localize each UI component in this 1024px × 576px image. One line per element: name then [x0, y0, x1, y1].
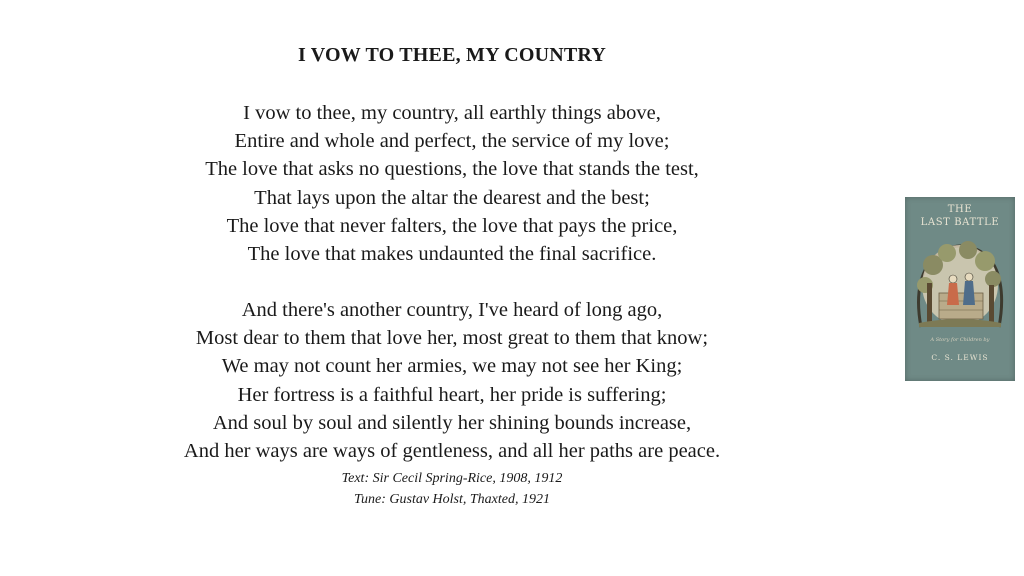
- book-title-line: THE: [947, 204, 973, 215]
- book-cover-image: [905, 197, 1015, 381]
- verse-line: I vow to thee, my country, all earthly things above,: [243, 102, 661, 124]
- verse-line: The love that never falters, the love that pays the price,: [226, 214, 678, 237]
- tune-credit: Tune: Gustav Holst, Thaxted, 1921: [354, 492, 550, 507]
- verse-line: We may not count her armies, we may not see her King;: [221, 355, 683, 378]
- text-credit: Text: Sir Cecil Spring-Rice, 1908, 1912: [341, 471, 563, 486]
- verse-1: [60, 99, 844, 268]
- verse-line: Her fortress is a faithful heart, her pride is suffering;: [237, 383, 667, 406]
- verse-line: And her ways are ways of gentleness, and all her paths are peace.: [183, 440, 721, 463]
- book-subtitle: A Story for Children by: [930, 337, 990, 343]
- book-cover-illustration: [913, 235, 1007, 331]
- verse-line: Entire and whole and perfect, the service of my love;: [234, 130, 670, 153]
- verse-2: [60, 296, 844, 465]
- verse-line: The love that asks no questions, the love that stands the test,: [205, 158, 699, 181]
- verse-line: And soul by soul and silently her shining bounds increase,: [212, 411, 692, 434]
- book-title: [905, 203, 1015, 229]
- hymn-title: I VOW TO THEE, MY COUNTRY: [297, 44, 607, 66]
- verse-line: That lays upon the altar the dearest and the best;: [254, 186, 650, 209]
- book-title-line: LAST BATTLE: [920, 217, 1000, 228]
- verse-line: The love that makes undaunted the final sacrifice.: [247, 243, 657, 266]
- verse-line: And there's another country, I've heard of long ago,: [241, 299, 663, 321]
- verse-line: Most dear to them that love her, most great to them that know;: [195, 327, 709, 350]
- hymn-credits: [60, 468, 844, 510]
- book-author: C. S. LEWIS: [931, 353, 989, 362]
